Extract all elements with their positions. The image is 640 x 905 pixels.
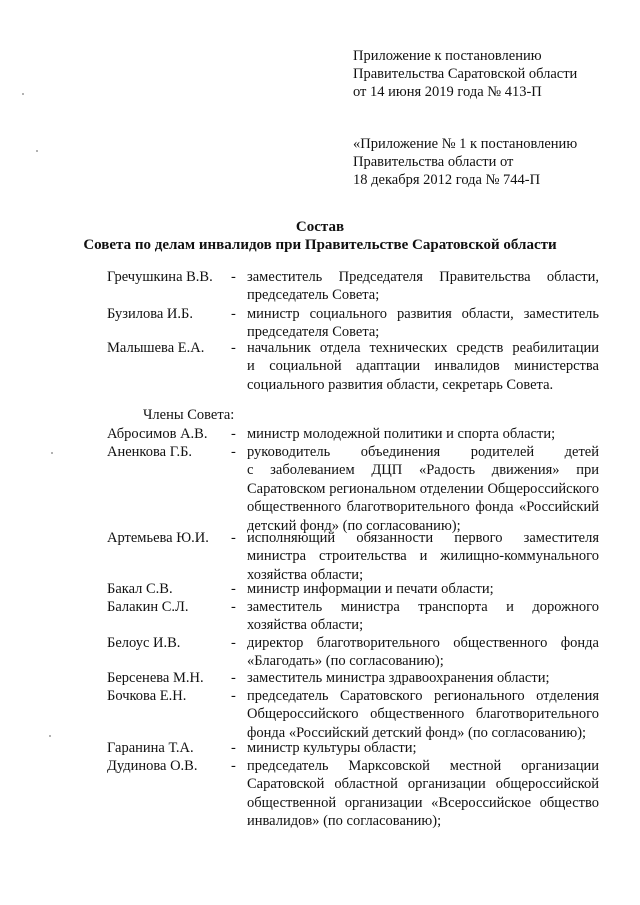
role-line: детский фонд» (по согласованию); [247, 517, 461, 534]
role-line: министр социального развития области, заместитель [247, 306, 599, 322]
appendix-header-line: Правительства Саратовской области [353, 66, 578, 82]
role-line: директор благотворительного общественного фонда [247, 635, 599, 651]
entry-dash: - [231, 530, 236, 546]
role-line: министр молодежной политики и спорта области; [247, 426, 556, 442]
role-line: начальник отдела технических средств реабилитации [247, 340, 599, 356]
role-line: заместитель министра транспорта и дорожного [247, 599, 599, 615]
role-line: заместитель Председателя Правительства области, [247, 269, 599, 285]
role-line: и социальной адаптации инвалидов министерства [247, 358, 599, 375]
role-line: инвалидов» (по согласованию); [247, 813, 442, 830]
member-name: Аненкова Г.Б. [107, 444, 193, 460]
role-line: министр информации и печати области; [247, 581, 494, 597]
role-line: фонда «Российский детский фонд» (по согласованию); [247, 724, 587, 741]
document-title: Состав [295, 219, 345, 235]
member-name: Артемьева Ю.И. [107, 530, 209, 546]
role-line: Общероссийского общественного благотворительного [247, 706, 599, 723]
scan-speck [22, 93, 24, 95]
appendix-quoted-line: «Приложение № 1 к постановлению [353, 136, 578, 152]
entry-dash: - [231, 688, 236, 704]
member-name: Гаранина Т.А. [107, 740, 194, 756]
document-subtitle: Совета по делам инвалидов при Правительстве Саратовской области [83, 237, 557, 253]
member-name: Бочкова Е.Н. [107, 688, 187, 704]
role-line: председатель Марксовской местной организации [247, 758, 599, 774]
member-role [247, 757, 599, 831]
member-role [247, 669, 599, 687]
role-line: общественного благотворительного фонда «Российский [247, 499, 599, 516]
entry-dash: - [231, 269, 236, 285]
entry-dash: - [231, 758, 236, 774]
member-name: Берсенева М.Н. [107, 670, 204, 686]
role-line: Саратовском региональном отделении Общероссийского [247, 480, 599, 497]
role-line: Саратовской областной организации общероссийской [247, 776, 599, 793]
role-line: заместитель министра здравоохранения области; [247, 670, 550, 686]
appendix-header [353, 47, 577, 101]
entry-dash: - [231, 444, 236, 460]
member-name: Абросимов А.В. [107, 426, 208, 442]
entry-dash: - [231, 340, 236, 356]
role-line: председателя Совета; [247, 324, 380, 341]
member-role [247, 443, 599, 535]
member-role [247, 687, 599, 742]
entry-dash: - [231, 740, 236, 756]
appendix-header-line: от 14 июня 2019 года № 413-П [353, 84, 542, 100]
entry-dash: - [231, 599, 236, 615]
member-name: Бузилова И.Б. [107, 306, 193, 322]
role-line: хозяйства области; [247, 566, 364, 583]
scan-speck [36, 150, 38, 152]
appendix-quoted [353, 135, 577, 189]
member-name: Балакин С.Л. [107, 599, 189, 615]
role-line: «Благодать» (по согласованию); [247, 653, 444, 670]
appendix-quoted-line: Правительства области от [353, 154, 514, 170]
entry-dash: - [231, 635, 236, 651]
scan-speck [51, 452, 53, 454]
member-name: Гречушкина В.В. [107, 269, 213, 285]
role-line: министр культуры области; [247, 740, 417, 756]
role-line: председатель Совета; [247, 287, 380, 304]
member-role [247, 634, 599, 671]
scan-speck [49, 735, 51, 737]
entry-dash: - [231, 670, 236, 686]
member-name: Дудинова О.В. [107, 758, 198, 774]
members-heading: Члены Совета: [143, 407, 235, 423]
role-line: руководитель объединения родителей детей [247, 444, 599, 460]
role-line: исполняющий обязанности первого заместителя [247, 530, 599, 546]
appendix-quoted-line: 18 декабря 2012 года № 744-П [353, 172, 541, 188]
entry-dash: - [231, 581, 236, 597]
role-line: хозяйства области; [247, 617, 364, 634]
role-line: с заболеванием ДЦП «Радость движения» при [247, 462, 599, 479]
role-line: общественной организации «Всероссийское общество [247, 794, 599, 811]
member-role [247, 598, 599, 635]
role-line: министра строительства и жилищно-коммунального [247, 548, 599, 565]
member-role [247, 739, 599, 757]
member-role [247, 580, 599, 598]
role-line: социального развития области, секретарь Совета. [247, 376, 554, 393]
member-role [247, 268, 599, 305]
entry-dash: - [231, 426, 236, 442]
appendix-header-line: Приложение к постановлению [353, 48, 542, 64]
member-name: Бакал С.В. [107, 581, 173, 597]
member-role [247, 339, 599, 394]
member-name: Белоус И.В. [107, 635, 181, 651]
member-role [247, 425, 599, 443]
member-name: Малышева Е.А. [107, 340, 205, 356]
role-line: председатель Саратовского регионального отделения [247, 688, 599, 704]
member-role [247, 305, 599, 342]
member-role [247, 529, 599, 584]
entry-dash: - [231, 306, 236, 322]
